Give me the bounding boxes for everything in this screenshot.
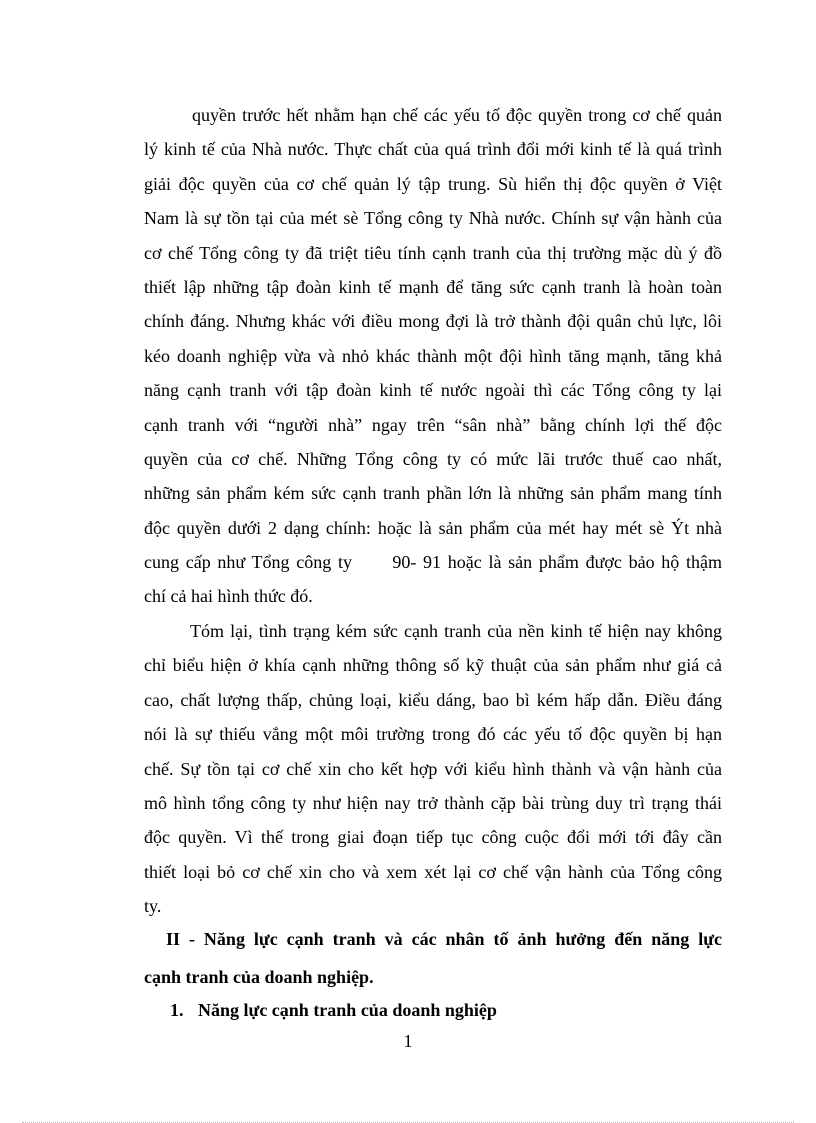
paragraph-line: quyền trước hết nhằm hạn chế các yếu tố độc quyền trong cơ chế quản (192, 105, 722, 125)
paragraph-line: độc quyền. Vì thế trong giai đoạn tiếp tục công cuộc đổi mới tới đây cần (144, 827, 722, 848)
paragraph-line: ty. (144, 896, 162, 917)
paragraph-line: kéo doanh nghiệp vừa và nhỏ khác thành một đội hình tăng mạnh, tăng khả (144, 345, 722, 366)
paragraph-line: cơ chế Tổng công ty đã triệt tiêu tính cạnh tranh của thị trường mặc dù ý đồ (144, 242, 722, 263)
paragraph-line: Tóm lại, tình trạng kém sức cạnh tranh của nền kinh tế hiện nay không (190, 621, 722, 641)
subsection-heading (170, 996, 497, 1024)
paragraph-line: thiết loại bỏ cơ chế xin cho và xem xét lại cơ chế vận hành của Tổng công (144, 861, 722, 882)
paragraph-line: năng cạnh tranh với tập đoàn kinh tế nước ngoài thì các Tổng công ty lại (144, 380, 722, 401)
section-heading-line: II - Năng lực cạnh tranh và các nhân tố ảnh hưởng đến năng lực (166, 929, 722, 949)
paragraph-line: những sản phẩm kém sức cạnh tranh phần lớn là những sản phẩm mang tính (144, 483, 722, 504)
subsection-title: Năng lực cạnh tranh của doanh nghiệp (198, 1000, 497, 1020)
paragraph-line: lý kinh tế của Nhà nước. Thực chất của quá trình đổi mới kinh tế là quá trình (144, 139, 722, 160)
paragraph-line: độc quyền dưới 2 dạng chính: hoặc là sản phẩm của mét hay mét sè Ýt nhà (144, 517, 722, 538)
paragraph-line: chỉ biểu hiện ở khía cạnh những thông số kỹ thuật của sản phẩm như giá cả (144, 655, 722, 676)
paragraph-line: giải độc quyền của cơ chế quản lý tập trung. Sù hiển thị độc quyền ở Việt (144, 173, 722, 194)
section-heading (144, 920, 722, 996)
paragraph-line: nói là sự thiếu vắng một môi trường trong đó các yếu tố độc quyền bị hạn (144, 724, 722, 745)
paragraph-line: cạnh tranh với “người nhà” ngay trên “sân nhà” bằng chính lợi thế độc (144, 414, 722, 435)
paragraph-line: cao, chất lượng thấp, chủng loại, kiểu dáng, bao bì kém hấp dẫn. Điều đáng (144, 689, 722, 710)
paragraph-line: chí cả hai hình thức đó. (144, 586, 313, 607)
paragraph-line: chính đáng. Nhưng khác với điều mong đợi là trở thành đội quân chủ lực, lôi (144, 311, 722, 332)
paragraph-1 (144, 98, 722, 614)
paragraph-line: mô hình tổng công ty như hiện nay trở thành cặp bài trùng duy trì trạng thái (144, 792, 722, 813)
paragraph-line: chế. Sự tồn tại cơ chế xin cho kết hợp với kiểu hình thành và vận hành của (144, 758, 722, 779)
subsection-number: 1. (170, 1000, 184, 1020)
paragraph-line: Nam là sự tồn tại của mét sè Tổng công ty Nhà nước. Chính sự vận hành của (144, 208, 722, 229)
paragraph-line: quyền của cơ chế. Những Tổng công ty có mức lãi trước thuế cao nhất, (144, 448, 722, 469)
paragraph-2 (144, 614, 722, 924)
section-heading-line: cạnh tranh của doanh nghiệp. (144, 967, 374, 987)
page-number: 1 (403, 1031, 413, 1051)
paragraph-line: cung cấp như Tổng công ty 90- 91 hoặc là sản phẩm được bảo hộ thậm (144, 552, 722, 573)
paragraph-line: thiết lập những tập đoàn kinh tế mạnh để tăng sức cạnh tranh là hoàn toàn (144, 276, 722, 297)
